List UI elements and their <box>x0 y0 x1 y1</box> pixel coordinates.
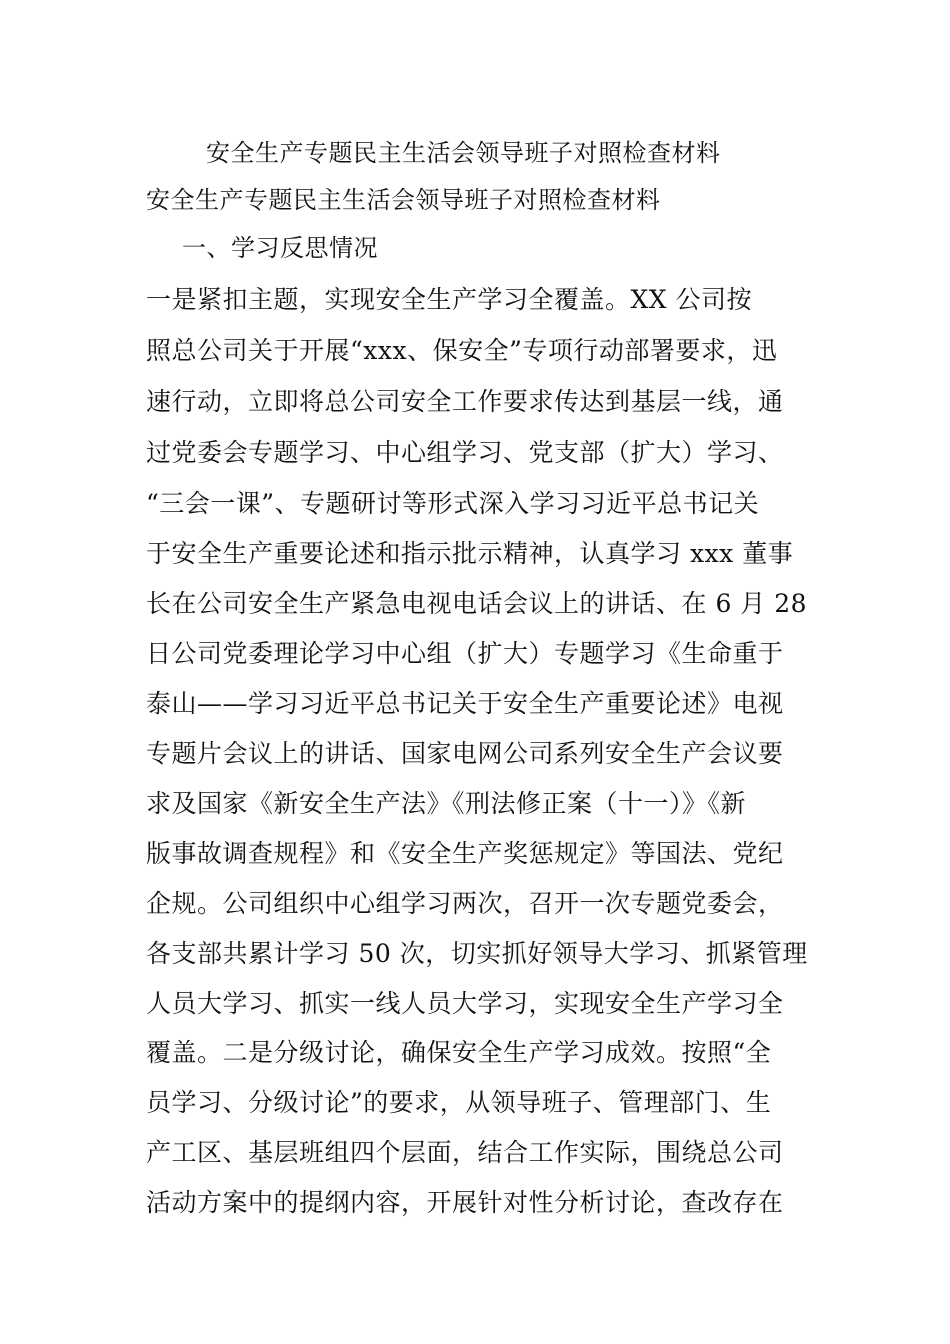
body-line: 于安全生产重要论述和指示批示精神，认真学习 xxx 董事 <box>146 539 794 568</box>
body-line: 长在公司安全生产紧急电视电话会议上的讲话、在 6 月 28 <box>146 589 808 618</box>
body-line: 人员大学习、抓实一线人员大学习，实现安全生产学习全 <box>146 989 784 1018</box>
body-line: 照总公司关于开展“xxx、保安全”专项行动部署要求，迅 <box>146 336 778 365</box>
body-line: 活动方案中的提纲内容，开展针对性分析讨论，查改存在 <box>146 1188 784 1217</box>
body-line: 泰山——学习习近平总书记关于安全生产重要论述》电视 <box>146 689 784 718</box>
body-line: 版事故调查规程》和《安全生产奖惩规定》等国法、党纪 <box>146 839 784 868</box>
body-line: 企规。公司组织中心组学习两次，召开一次专题党委会， <box>146 889 784 918</box>
section-heading: 一、学习反思情况 <box>182 234 378 262</box>
body-line: 一是紧扣主题，实现安全生产学习全覆盖。XX 公司按 <box>146 285 753 314</box>
body-line: 专题片会议上的讲话、国家电网公司系列安全生产会议要 <box>146 739 784 768</box>
body-line: 速行动，立即将总公司安全工作要求传达到基层一线，通 <box>146 387 784 416</box>
body-line: “三会一课”、专题研讨等形式深入学习习近平总书记关 <box>146 489 760 518</box>
document-title: 安全生产专题民主生活会领导班子对照检查材料 <box>206 139 721 167</box>
body-line: 员学习、分级讨论”的要求，从领导班子、管理部门、生 <box>146 1088 772 1117</box>
body-line: 过党委会专题学习、中心组学习、党支部（扩大）学习、 <box>146 438 784 467</box>
body-line: 各支部共累计学习 50 次，切实抓好领导大学习、抓紧管理 <box>146 939 808 968</box>
body-line: 求及国家《新安全生产法》《刑法修正案（十一）》《新 <box>146 789 747 818</box>
body-line: 覆盖。二是分级讨论，确保安全生产学习成效。按照“全 <box>146 1038 772 1067</box>
document-subtitle: 安全生产专题民主生活会领导班子对照检查材料 <box>146 186 661 214</box>
body-line: 日公司党委理论学习中心组（扩大）专题学习《生命重于 <box>146 639 784 668</box>
body-line: 产工区、基层班组四个层面，结合工作实际，围绕总公司 <box>146 1138 784 1167</box>
